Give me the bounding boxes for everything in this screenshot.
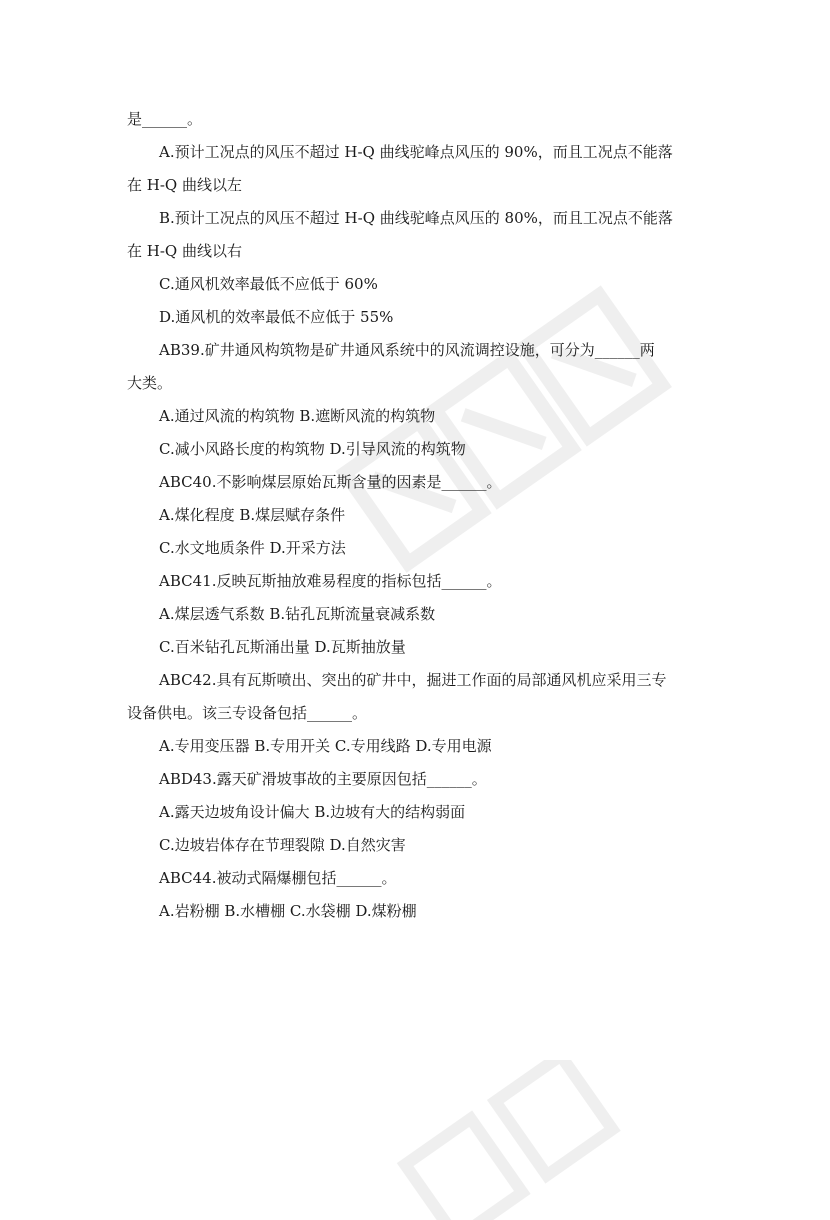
text-line: 设备供电。该三专设备包括______。 [127,704,368,722]
text-line: C.边坡岩体存在节理裂隙 D.自然灾害 [159,836,406,854]
text-line: C.水文地质条件 D.开采方法 [159,539,346,557]
text-line: 在 H-Q 曲线以左 [127,176,242,194]
text-line: A.岩粉棚 B.水槽棚 C.水袋棚 D.煤粉棚 [159,902,417,920]
text-line: D.通风机的效率最低不应低于 55% [159,308,394,326]
text-line: 是______。 [127,110,203,128]
text-line: C.通风机效率最低不应低于 60% [159,275,378,293]
document-body [127,103,727,928]
text-line: ABC40.不影响煤层原始瓦斯含量的因素是______。 [159,473,502,491]
watermark-icon [380,1060,640,1220]
text-line: C.百米钻孔瓦斯涌出量 D.瓦斯抽放量 [159,638,406,656]
text-line: A.露天边坡角设计偏大 B.边坡有大的结构弱面 [159,803,466,821]
text-line: C.减小风路长度的构筑物 D.引导风流的构筑物 [159,440,466,458]
text-line: ABD43.露天矿滑坡事故的主要原因包括______。 [159,770,487,788]
text-line: 大类。 [127,374,173,392]
text-line: A.预计工况点的风压不超过 H-Q 曲线驼峰点风压的 90%，而且工况点不能落 [159,143,673,161]
text-line: A.煤化程度 B.煤层赋存条件 [159,506,346,524]
text-line: ABC42.具有瓦斯喷出、突出的矿井中，掘进工作面的局部通风机应采用三专 [159,671,667,689]
text-line: A.专用变压器 B.专用开关 C.专用线路 D.专用电源 [159,737,492,755]
text-line: AB39.矿井通风构筑物是矿井通风系统中的风流调控设施，可分为______两 [159,341,655,359]
text-line: ABC41.反映瓦斯抽放难易程度的指标包括______。 [159,572,502,590]
text-line: ABC44.被动式隔爆棚包括______。 [159,869,397,887]
text-line: B.预计工况点的风压不超过 H-Q 曲线驼峰点风压的 80%，而且工况点不能落 [159,209,673,227]
text-line: 在 H-Q 曲线以右 [127,242,242,260]
text-line: A.通过风流的构筑物 B.遮断风流的构筑物 [159,407,436,425]
text-line: A.煤层透气系数 B.钻孔瓦斯流量衰减系数 [159,605,436,623]
